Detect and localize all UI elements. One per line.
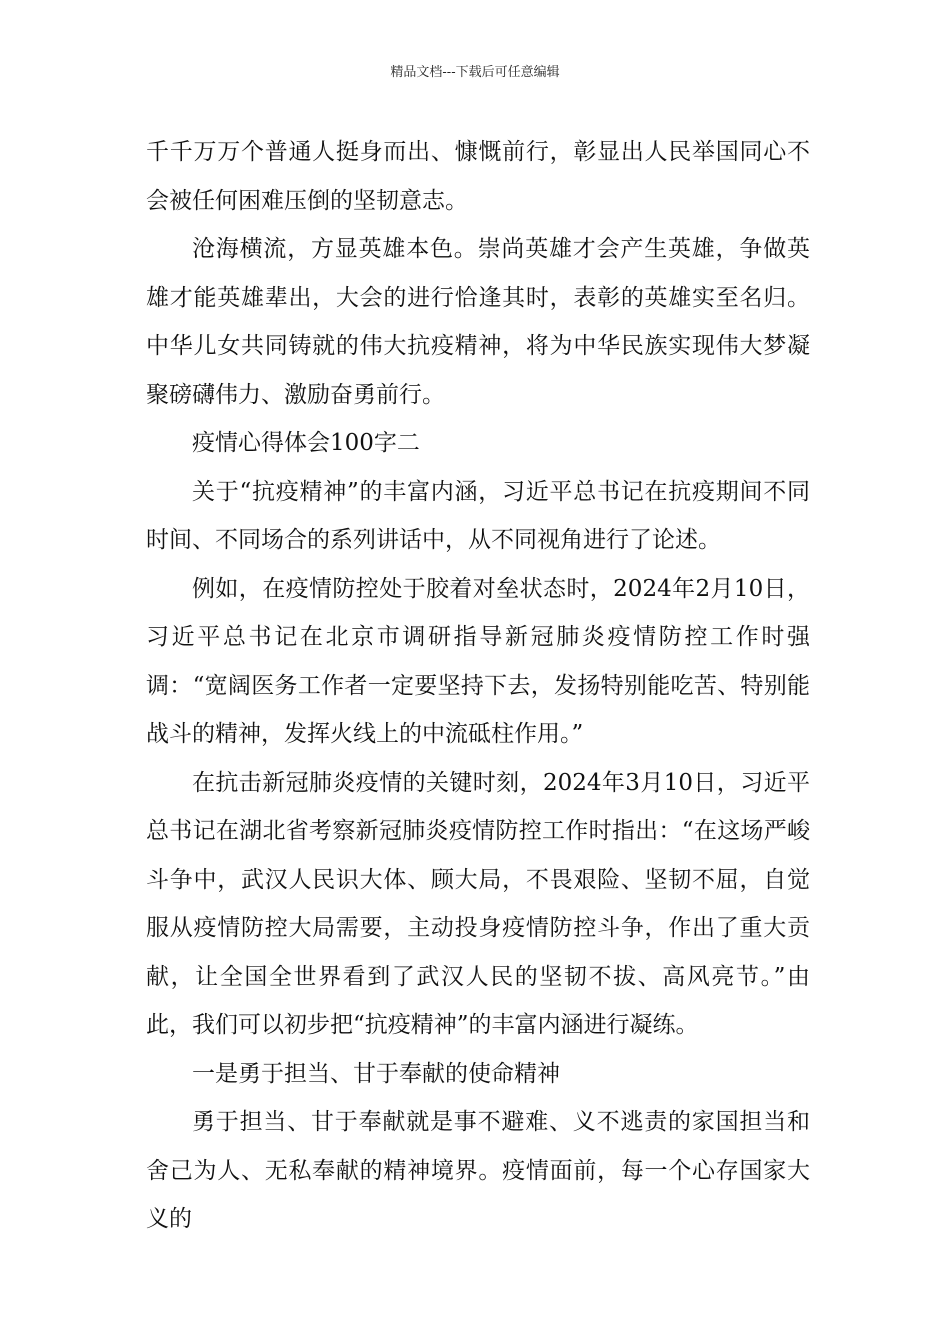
page-header: 精品文档---下载后可任意编辑 <box>390 65 560 80</box>
section-heading: 疫情心得体会100字二 <box>192 430 420 456</box>
paragraph: 例如，在疫情防控处于胶着对垒状态时，2024年2月10日，习近平总书记在北京市调研指导新冠肺炎疫情防控工作时强调：“宽阔医务工作者一定要坚持下去，发扬特别能吃苦、特别能战斗的精神，发挥火线上的中流砥柱作用。” <box>146 575 810 747</box>
paragraph-continuation: 千千万万个普通人挺身而出、慷慨前行，彰显出人民举国同心不会被任何困难压倒的坚韧意志。 <box>146 139 810 214</box>
paragraph: 在抗击新冠肺炎疫情的关键时刻，2024年3月10日，习近平总书记在湖北省考察新冠肺炎疫情防控工作时指出：“在这场严峻斗争中，武汉人民识大体、顾大局，不畏艰险、坚韧不屈，自觉服从疫情防控大局需要，主动投身疫情防控斗争，作出了重大贡献，让全国全世界看到了武汉人民的坚韧不拔、高风亮节。”由此，我们可以初步把“抗疫精神”的丰富内涵进行凝练。 <box>146 769 810 1038</box>
subsection-heading: 一是勇于担当、甘于奉献的使命精神 <box>192 1060 560 1087</box>
document-body <box>146 128 810 1244</box>
paragraph: 关于“抗疫精神”的丰富内涵，习近平总书记在抗疫期间不同时间、不同场合的系列讲话中，从不同视角进行了论述。 <box>146 478 810 553</box>
paragraph: 勇于担当、甘于奉献就是事不避难、义不逃责的家国担当和舍己为人、无私奉献的精神境界。疫情面前，每一个心存国家大义的 <box>146 1109 810 1232</box>
paragraph: 沧海横流，方显英雄本色。崇尚英雄才会产生英雄，争做英雄才能英雄辈出，大会的进行恰逢其时，表彰的英雄实至名归。中华儿女共同铸就的伟大抗疫精神，将为中华民族实现伟大梦凝聚磅礴伟力、激励奋勇前行。 <box>146 236 810 408</box>
